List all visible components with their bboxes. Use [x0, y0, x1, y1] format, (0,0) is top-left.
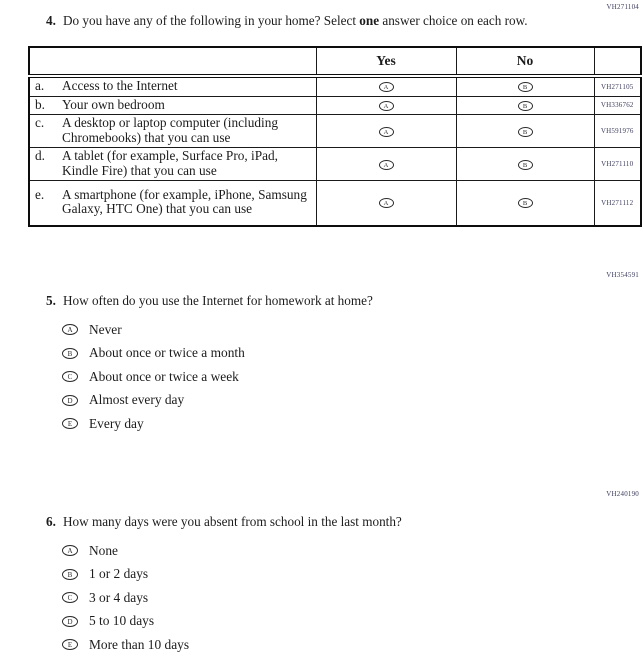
- option-bubble-e[interactable]: E: [62, 418, 78, 429]
- option-label: None: [89, 542, 119, 558]
- option-label: 3 or 4 days: [89, 589, 149, 605]
- option-label: About once or twice a month: [89, 345, 245, 361]
- answer-bubble-no-a[interactable]: B: [518, 82, 533, 92]
- item-column-header: [29, 47, 316, 76]
- option-label: 1 or 2 days: [89, 566, 149, 582]
- item-code: VH271110: [594, 148, 641, 181]
- option-bubble-b[interactable]: B: [62, 348, 78, 359]
- table-row-b: [29, 96, 641, 115]
- table-row-a: [29, 76, 641, 96]
- question-6: [46, 514, 606, 657]
- question-4: [46, 13, 606, 29]
- option-label: 5 to 10 days: [89, 613, 155, 629]
- no-column-header: No: [456, 47, 594, 76]
- question-prompt: How many days were you absent from school in the last month?: [63, 514, 402, 529]
- option-bubble-c[interactable]: C: [62, 371, 78, 382]
- answer-bubble-no-e[interactable]: B: [518, 198, 533, 208]
- answer-bubble-yes-e[interactable]: A: [379, 198, 394, 208]
- question5-options: [46, 318, 606, 436]
- item-label: e. A smartphone (for example, iPhone, Samsung Galaxy, HTC One) that you can use: [29, 181, 316, 226]
- item-label: a. Access to the Internet: [29, 76, 316, 96]
- item-label: c. A desktop or laptop computer (including Chromebooks) that you can use: [29, 115, 316, 148]
- option-never: [46, 318, 606, 342]
- answer-bubble-no-d[interactable]: B: [518, 160, 533, 170]
- option-once-twice-month: [46, 342, 606, 366]
- item-label: d. A tablet (for example, Surface Pro, iPad, Kindle Fire) that you can use: [29, 148, 316, 181]
- question6-options: [46, 539, 606, 657]
- answer-bubble-yes-a[interactable]: A: [379, 82, 394, 92]
- question6-item-code: VH240190: [606, 490, 639, 498]
- item-label: b. Your own bedroom: [29, 96, 316, 115]
- item-code: VH591976: [594, 115, 641, 148]
- option-bubble-d[interactable]: D: [62, 395, 78, 406]
- table-header-row: [29, 47, 641, 76]
- item-code: VH271105: [594, 76, 641, 96]
- option-label: About once or twice a week: [89, 368, 239, 384]
- question-prompt: How often do you use the Internet for homework at home?: [63, 293, 373, 308]
- option-label: More than 10 days: [89, 636, 190, 652]
- option-almost-every-day: [46, 389, 606, 413]
- home-items-table: [28, 46, 642, 227]
- yes-column-header: Yes: [316, 47, 456, 76]
- option-more-10-days: [46, 633, 606, 657]
- code-column-header: [594, 47, 641, 76]
- answer-bubble-yes-d[interactable]: A: [379, 160, 394, 170]
- option-bubble-b[interactable]: B: [62, 569, 78, 580]
- option-bubble-a[interactable]: A: [62, 545, 78, 556]
- option-5-10-days: [46, 610, 606, 634]
- option-none: [46, 539, 606, 563]
- option-label: Never: [89, 321, 122, 337]
- question-prompt: Do you have any of the following in your home? Select one answer choice on each row.: [63, 13, 528, 28]
- option-1-2-days: [46, 563, 606, 587]
- answer-bubble-yes-b[interactable]: A: [379, 101, 394, 111]
- item-code: VH271112: [594, 181, 641, 226]
- option-bubble-d[interactable]: D: [62, 616, 78, 627]
- table-row-c: [29, 115, 641, 148]
- option-once-twice-week: [46, 365, 606, 389]
- question-number: 6.: [46, 514, 56, 529]
- table-row-d: [29, 148, 641, 181]
- option-bubble-c[interactable]: C: [62, 592, 78, 603]
- option-3-4-days: [46, 586, 606, 610]
- option-label: Every day: [89, 415, 144, 431]
- item-code: VH336762: [594, 96, 641, 115]
- question5-item-code: VH354591: [606, 271, 639, 279]
- option-label: Almost every day: [89, 392, 185, 408]
- page-item-code: VH271104: [606, 3, 639, 11]
- answer-bubble-yes-c[interactable]: A: [379, 127, 394, 137]
- answer-bubble-no-b[interactable]: B: [518, 101, 533, 111]
- question-number: 4.: [46, 13, 56, 28]
- option-bubble-a[interactable]: A: [62, 324, 78, 335]
- answer-bubble-no-c[interactable]: B: [518, 127, 533, 137]
- question-number: 5.: [46, 293, 56, 308]
- question-5: [46, 293, 606, 436]
- option-every-day: [46, 412, 606, 436]
- table-row-e: [29, 181, 641, 226]
- option-bubble-e[interactable]: E: [62, 639, 78, 650]
